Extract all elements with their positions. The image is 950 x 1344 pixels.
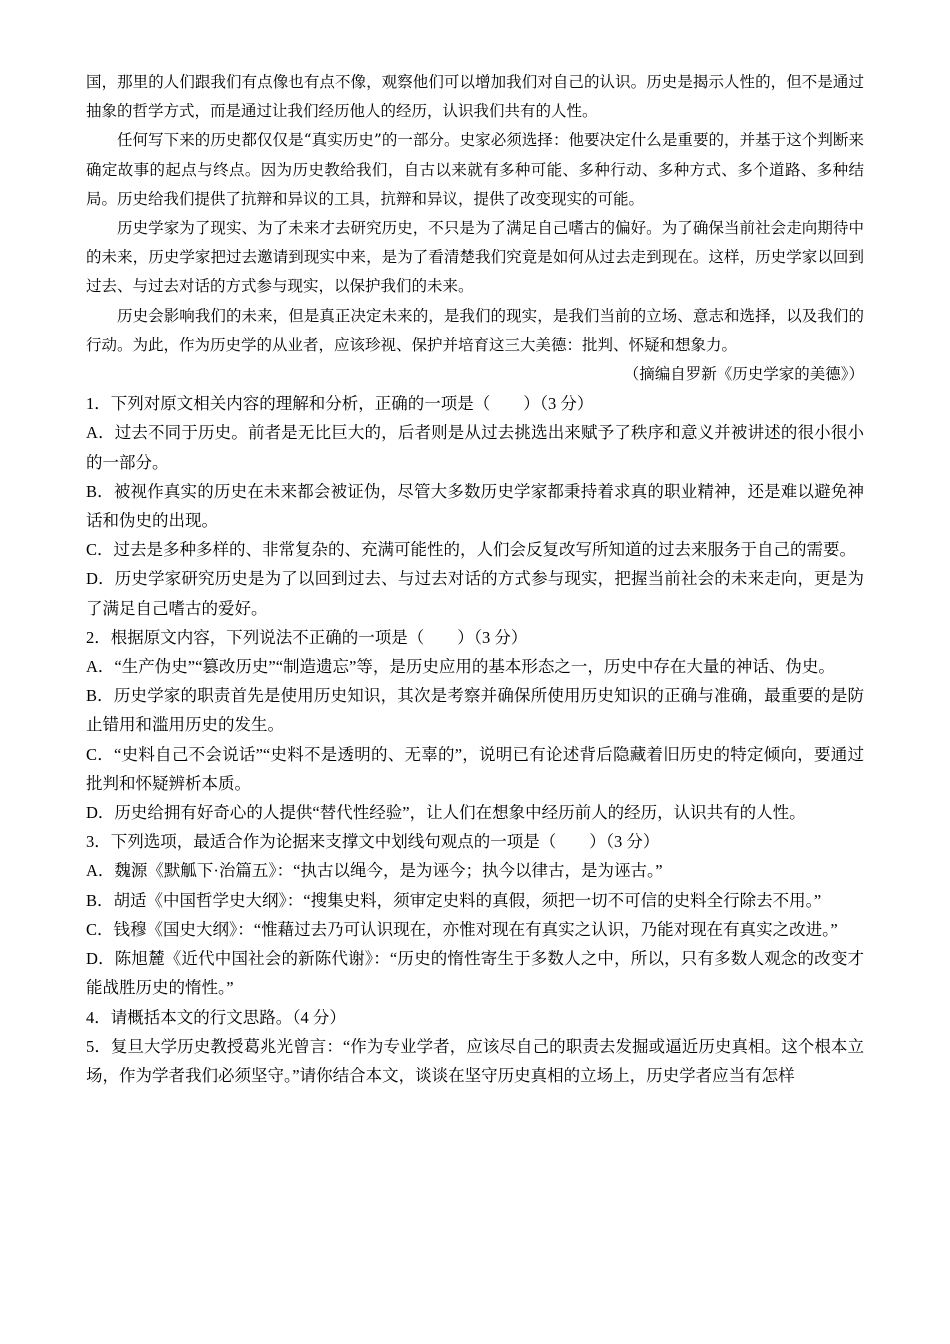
question-3-option-b: B．胡适《中国哲学史大纲》：“搜集史料，须审定史料的真假，须把一切不可信的史料全行除去不用。” [86,890,822,910]
passage-paragraph-1-continued: 国，那里的人们跟我们有点像也有点不像，观察他们可以增加我们对自己的认识。历史是揭示人性的，但不是通过抽象的哲学方式，而是通过让我们经历他人的经历，认识我们共有的人性。 [86,73,864,121]
question-5-stem: 5．复旦大学历史教授葛兆光曾言：“作为专业学者，应该尽自己的职责去发掘或逼近历史真相。这个根本立场，作为学者我们必须坚守。”请你结合本文，谈谈在坚守历史真相的立场上，历史学者应当有怎样 [86,1036,864,1085]
question-3-stem: 3．下列选项，最适合作为论据来支撑文中划线句观点的一项是（ ）（3 分） [86,832,660,852]
question-2-option-d: D．历史给拥有好奇心的人提供“替代性经验”，让人们在想象中经历前人的经历，认识共有的人性。 [86,803,806,823]
question-3 [86,827,864,1002]
question-2-option-c: C．“史料自己不会说话”“史料不是透明的、无辜的”，说明已有论述背后隐藏着旧历史的特定倾向，要通过批判和怀疑辨析本质。 [86,744,864,793]
question-1 [86,389,864,623]
passage-paragraph-2: 任何写下来的历史都仅仅是“真实历史”的一部分。史家必须选择：他要决定什么是重要的，并基于这个判断来确定故事的起点与终点。因为历史教给我们，自古以来就有多种可能、多种行动、多种方式、多个道路、多种结局。历史给我们提供了抗辩和异议的工具，抗辩和异议，提供了改变现实的可能。 [86,131,864,208]
question-5 [86,1032,864,1090]
question-2-stem: 2．根据原文内容，下列说法不正确的一项是（ ）（3 分） [86,627,528,647]
question-2-option-a: A．“生产伪史”“篡改历史”“制造遗忘”等，是历史应用的基本形态之一，历史中存在大量的神话、伪史。 [86,657,835,677]
document-page [86,68,864,1090]
question-3-option-d: D．陈旭麓《近代中国社会的新陈代谢》：“历史的惰性寄生于多数人之中，所以，只有多数人观念的改变才能战胜历史的惰性。” [86,949,864,998]
passage-source: （摘编自罗新《历史学家的美德》） [623,365,864,384]
question-1-option-c: C．过去是多种多样的、非常复杂的、充满可能性的，人们会反复改写所知道的过去来服务于自己的需要。 [86,540,857,560]
question-2-option-b: B．历史学家的职责首先是使用历史知识，其次是考察并确保所使用历史知识的正确与准确，最重要的是防止错用和滥用历史的发生。 [86,686,864,735]
question-1-option-b: B．被视作真实的历史在未来都会被证伪，尽管大多数历史学家都秉持着求真的职业精神，还是难以避免神话和伪史的出现。 [86,481,864,531]
question-2 [86,623,864,827]
question-4-stem: 4．请概括本文的行文思路。（4 分） [86,1007,346,1027]
question-1-option-d: D．历史学家研究历史是为了以回到过去、与过去对话的方式参与现实，把握当前社会的未来走向，更是为了满足自己嗜古的爱好。 [86,569,864,618]
question-4 [86,1003,864,1032]
question-1-option-a: A．过去不同于历史。前者是无比巨大的，后者则是从过去挑选出来赋予了秩序和意义并被讲述的很小很小的一部分。 [86,423,864,472]
passage-paragraph-3: 历史学家为了现实、为了未来才去研究历史，不只是为了满足自己嗜古的偏好。为了确保当前社会走向期待中的未来，历史学家把过去邀请到现实中来，是为了看清楚我们究竟是如何从过去走到现在。这样，历史学家以回到过去、与过去对话的方式参与现实，以保护我们的未来。 [86,219,864,296]
question-1-stem: 1．下列对原文相关内容的理解和分析，正确的一项是（ ）（3 分） [86,394,594,414]
question-3-option-a: A．魏源《默觚下·治篇五》：“执古以绳今，是为诬今；执今以律古，是为诬古。” [86,861,663,881]
question-3-option-c: C．钱穆《国史大纲》：“惟藉过去乃可认识现在，亦惟对现在有真实之认识，乃能对现在有真实之改进。” [86,919,838,939]
passage-paragraph-4: 历史会影响我们的未来，但是真正决定未来的，是我们的现实，是我们当前的立场、意志和选择，以及我们的行动。为此，作为历史学的从业者，应该珍视、保护并培育这三大美德：批判、怀疑和想象力。 [86,306,864,354]
